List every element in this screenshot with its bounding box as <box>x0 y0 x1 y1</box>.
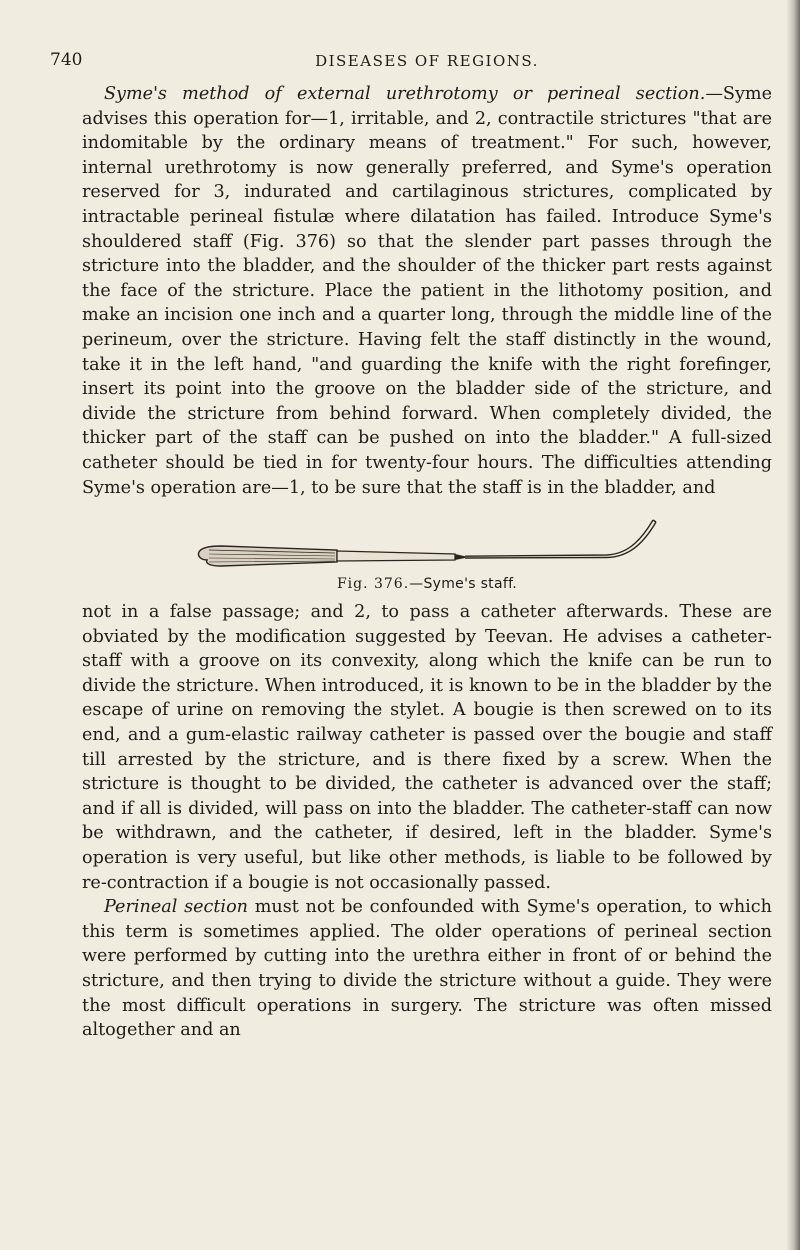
paragraph-teevan-modification: not in a false passage; and 2, to pass a catheter afterwards. These are obviated by the modification suggested by Teevan. He advises a catheter-staff with a groove on its convexity, along which the knife can be run to divide the stricture. When introduced, it is known to be in the bladder by the escape of urine on removing the stylet. A bougie is then screwed on to its end, and a gum-elastic railway catheter is passed over the bougie and staff till arrested by the stricture, and is there fixed by a screw. When the stricture is thought to be divided, the catheter is advanced over the staff; and if all is divided, will pass on into the bladder. The catheter-staff can now be withdrawn, and the catheter, if desired, left in the bladder. Syme's operation is very useful, but like other methods, is liable to be followed by re-contraction if a bougie is not occasionally passed. <box>82 602 772 893</box>
paragraph-syme-method-text: —Syme advises this operation for—1, irritable, and 2, contractile strictures "that are indomitable by the ordinary means of treatment." For such, however, internal urethrotomy is now generally preferred, and Syme's operation reserved for 3, indurated and cartilaginous strictures, complicated by intractable perineal fistulæ where dilatation has failed. Introduce Syme's shouldered staff (Fig. 376) so that the slender part passes through the stricture into the bladder, and the shoulder of the thicker part rests against the face of the stricture. Place the patient in the lithotomy position, and make an incision one inch and a quarter long, through the middle line of the perineum, over the stricture. Having felt the staff distinctly in the wound, take it in the left hand, "and guarding the knife with the right forefinger, insert its point into the groove on the bladder side of the stricture, and divide the stricture from behind forward. When completely divided, the thicker part of the staff can be pushed on into the bladder." A full-sized catheter should be tied in for twenty-four hours. The difficulties attending Syme's operation are—1, to be sure that the staff is in the bladder, and <box>82 84 772 498</box>
running-title: DISEASES OF REGIONS. <box>315 52 539 70</box>
figure-caption-text: —Syme's staff. <box>409 576 518 593</box>
section-heading-syme-method: Syme's method of external urethrotomy or perineal section. <box>104 84 706 104</box>
figure-376 <box>82 512 772 592</box>
paragraph-syme-method <box>82 82 772 500</box>
running-head <box>50 50 772 82</box>
paragraph-perineal-section <box>82 895 772 1043</box>
page-number: 740 <box>50 50 83 70</box>
book-page <box>50 50 772 1043</box>
page-edge-shadow <box>786 0 800 1250</box>
syme-staff-illustration <box>187 512 667 578</box>
figure-label: Fig. 376. <box>336 576 410 593</box>
figure-caption <box>82 576 772 592</box>
section-heading-perineal-section: Perineal section <box>104 897 248 918</box>
paragraph-perineal-section-text: must not be confounded with Syme's operation, to which this term is sometimes applied. The older operations of perineal section were performed by cutting into the urethra either in front of or behind the stricture, and then trying to divide the stricture without a guide. They were the most difficult operations in surgery. The stricture was often missed altogether and an <box>82 897 772 1041</box>
